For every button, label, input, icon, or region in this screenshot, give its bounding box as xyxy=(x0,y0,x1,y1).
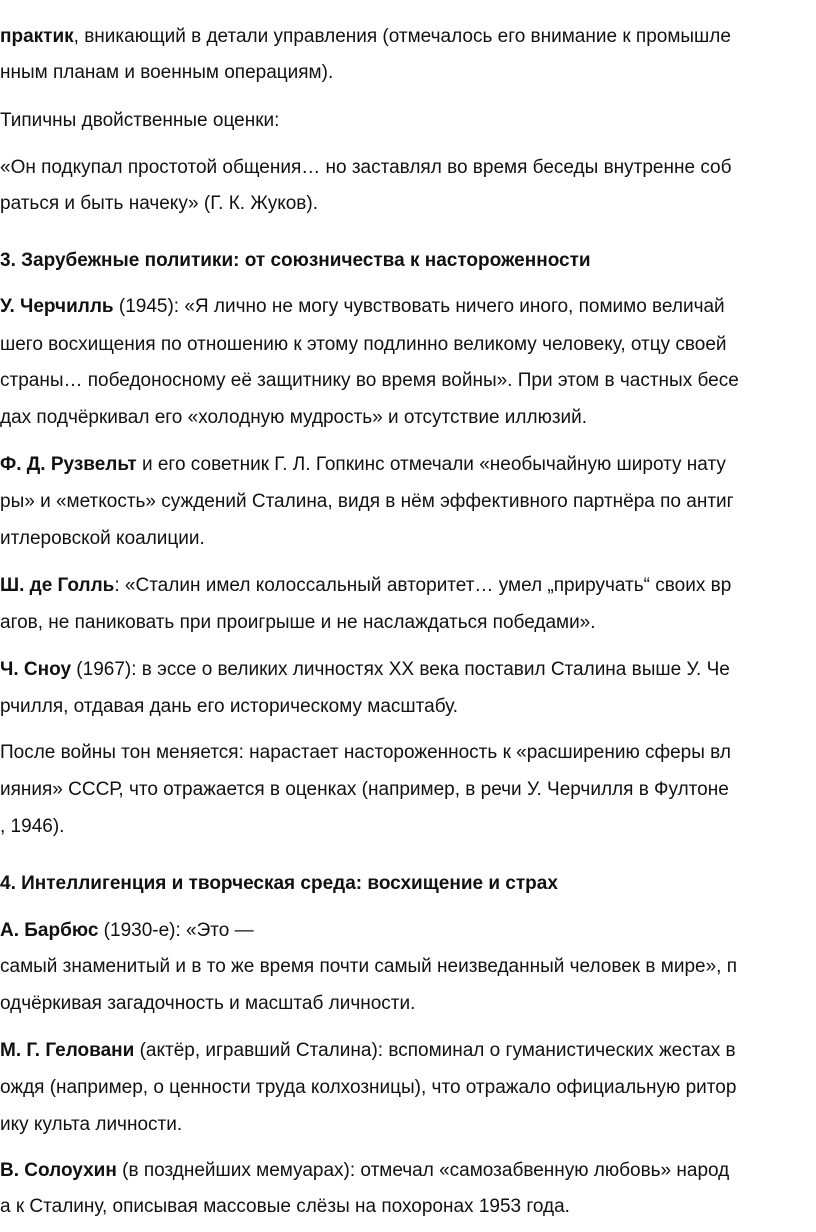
line-text: : «Сталин имел колоссальный авторитет… умел „приручать“ своих вр xyxy=(114,575,732,596)
section-heading-4 xyxy=(0,872,558,896)
line-text: ияния» СССР, что отражается в оценках (например, в речи У. Черчилля в Фултоне xyxy=(0,779,729,800)
line-text: (актёр, игравший Сталина): вспоминал о гуманистических жестах в xyxy=(134,1040,736,1061)
text-line xyxy=(0,741,731,765)
text-line xyxy=(0,1076,736,1100)
line-text: (в позднейших мемуарах): отмечал «самозабвенную любовь» народ xyxy=(116,1160,730,1181)
line-text: шего восхищения по отношению к этому подлинно великому человеку, отцу своей xyxy=(0,334,727,355)
text-line xyxy=(0,527,205,551)
line-text: самый знаменитый и в то же время почти самый неизведанный человек в мире», п xyxy=(0,956,737,977)
text-line xyxy=(0,778,729,802)
line-text: дах подчёркивал его «холодную мудрость» и отсутствие иллюзий. xyxy=(0,407,588,428)
line-text: нным планам и военным операциям). xyxy=(0,62,334,83)
line-text: и его советник Г. Л. Гопкинс отмечали «необычайную широту нату xyxy=(136,454,726,475)
text-line xyxy=(0,658,730,682)
line-text: (1967): в эссе о великих личностях XX века поставил Сталина выше У. Че xyxy=(71,659,730,680)
line-text: Типичны двойственные оценки: xyxy=(0,110,280,131)
line-text: а к Сталину, описывая массовые слёзы на похоронах 1953 года. xyxy=(0,1196,570,1217)
text-line xyxy=(0,611,596,635)
text-line xyxy=(0,955,737,979)
bold-term: практик xyxy=(0,26,74,47)
line-text: раться и быть начеку» (Г. К. Жуков). xyxy=(0,193,318,214)
text-line xyxy=(0,1039,736,1063)
text-line xyxy=(0,1195,570,1219)
line-text: рчилля, отдавая дань его историческому масштабу. xyxy=(0,696,459,717)
text-line xyxy=(0,453,726,477)
line-text: (1945): «Я лично не могу чувствовать ничего иного, помимо величай xyxy=(113,296,725,317)
text-line xyxy=(0,406,587,430)
quote-line xyxy=(0,156,731,180)
bold-term: М. Г. Геловани xyxy=(0,1040,135,1061)
bold-term: Ф. Д. Рузвельт xyxy=(0,454,137,475)
heading-text: 3. Зарубежные политики: от союзничества к настороженности xyxy=(0,250,591,271)
bold-term: В. Солоухин xyxy=(0,1160,117,1181)
text-line xyxy=(0,574,731,598)
line-text: агов, не паниковать при проигрыше и не наслаждаться победами». xyxy=(0,612,596,633)
line-text: одчёркивая загадочность и масштаб личности. xyxy=(0,993,416,1014)
text-line xyxy=(0,815,64,839)
line-text: (1930-е): «Это — xyxy=(98,920,254,941)
text-line xyxy=(0,992,415,1016)
text-line xyxy=(0,1113,182,1137)
text-line xyxy=(0,1159,729,1183)
text-line xyxy=(0,490,734,514)
bold-term: Ч. Сноу xyxy=(0,659,72,680)
line-text: страны… победоносному её защитнику во время войны». При этом в частных бесе xyxy=(0,370,739,391)
text-line xyxy=(0,919,254,943)
bold-term: А. Барбюс xyxy=(0,920,99,941)
text-line xyxy=(0,369,739,393)
line-text: ождя (например, о ценности труда колхозницы), что отражало официальную ритор xyxy=(0,1077,737,1098)
line-text: итлеровской коалиции. xyxy=(0,528,205,549)
text-line xyxy=(0,25,731,49)
text-line xyxy=(0,295,725,319)
text-line xyxy=(0,61,333,85)
bold-term: Ш. де Голль xyxy=(0,575,115,596)
heading-text: 4. Интеллигенция и творческая среда: восхищение и страх xyxy=(0,873,558,894)
section-heading-3 xyxy=(0,249,591,273)
text-line xyxy=(0,333,727,357)
line-text: ры» и «меткость» суждений Сталина, видя в нём эффективного партнёра по антиг xyxy=(0,491,734,512)
line-text: ику культа личности. xyxy=(0,1114,183,1135)
line-text: , вникающий в детали управления (отмечалось его внимание к промышле xyxy=(73,26,731,47)
line-text: , 1946). xyxy=(0,816,65,837)
line-text: «Он подкупал простотой общения… но заставлял во время беседы внутренне соб xyxy=(0,157,732,178)
line-text: После войны тон меняется: нарастает настороженность к «расширению сферы вл xyxy=(0,742,731,763)
bold-term: У. Черчилль xyxy=(0,296,114,317)
quote-line xyxy=(0,192,318,216)
text-line xyxy=(0,695,458,719)
text-line xyxy=(0,109,279,133)
